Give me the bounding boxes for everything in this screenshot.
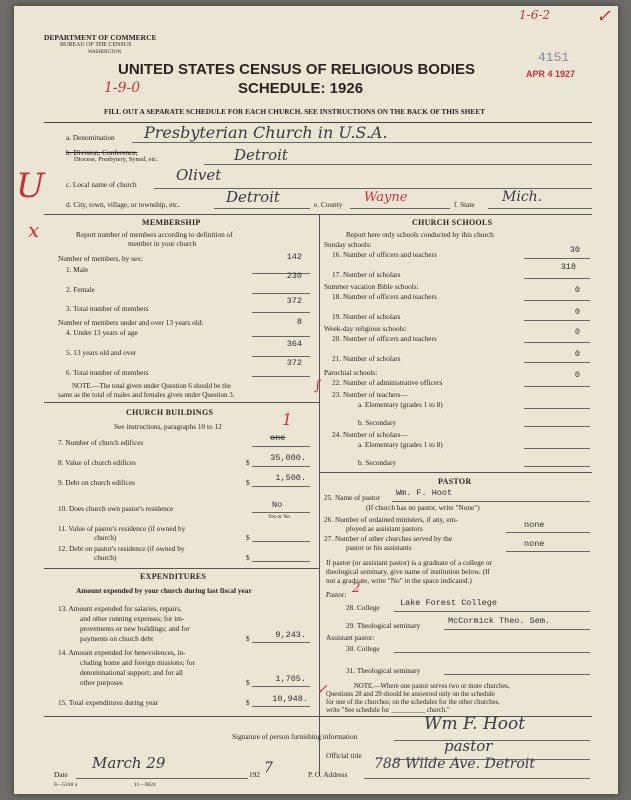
q7-edifices-value: one <box>270 433 286 443</box>
q13-label-c: provements or new buildings; and for <box>80 624 190 633</box>
q14-benevolence-value: 1,705. <box>275 674 306 684</box>
q16-label: 16. Number of officers and teachers <box>332 250 437 259</box>
po-address-value: 788 Wilde Ave. Detroit <box>374 756 535 772</box>
buildings-heading: CHURCH BUILDINGS <box>126 408 214 417</box>
q14-label-b: cluding home and foreign missions; for <box>80 658 195 667</box>
q15-total-value: 10,948. <box>272 694 308 704</box>
document-title: UNITED STATES CENSUS OF RELIGIOUS BODIES <box>118 61 475 78</box>
city-label: WASHINGTON <box>88 50 122 55</box>
city-field-label: d. City, town, village, or township, etc. <box>66 200 180 209</box>
department-label: DEPARTMENT OF COMMERCE <box>44 33 157 42</box>
summer-schools-label: Summer vacation Bible schools: <box>324 282 419 291</box>
year-digit: 7 <box>264 760 273 776</box>
membership-note-1: NOTE.—The total given under Question 6 should be the <box>72 382 231 390</box>
sunday-schools-label: Sunday schools: <box>324 240 372 249</box>
members-by-sex-label: Number of members, by sex: <box>58 254 143 263</box>
q9-label: 9. Debt on church edifices <box>58 478 135 487</box>
weekday-schools-label: Week-day religious schools: <box>324 324 407 333</box>
parochial-schools-label: Parochial schools: <box>324 368 378 377</box>
q10-hint: Yes or No <box>268 514 291 520</box>
q24-label: 24. Number of scholars— <box>332 430 408 439</box>
pastor-sub-label: Pastor: <box>326 590 347 599</box>
q20-label: 20. Number of officers and teachers <box>332 334 437 343</box>
q14-label-a: 14. Amount expended for benevolences, in- <box>58 648 186 657</box>
q11-label: 11. Value of pastor's residence (if owned by <box>58 524 186 533</box>
members-by-age-label: Number of members under and over 13 years old: <box>58 318 204 327</box>
instructions-banner: FILL OUT A SEPARATE SCHEDULE FOR EACH CHURCH. SEE INSTRUCTIONS ON THE BACK OF THIS SHEET <box>104 107 486 116</box>
schedule-title: SCHEDULE: 1926 <box>238 80 364 97</box>
form-number-2: 11—9024 <box>134 782 156 788</box>
q12-label-2: church) <box>94 553 117 562</box>
q19-label: 19. Number of scholars <box>332 312 401 321</box>
denomination-value: Presbyterian Church in U.S.A. <box>144 123 388 142</box>
q22-label: 22. Number of administrative officers <box>332 378 443 387</box>
check-mark-icon: ✓ <box>596 6 612 27</box>
bureau-label: BUREAU OF THE CENSUS <box>60 42 132 48</box>
q20-value: 0 <box>574 327 580 337</box>
expenditures-heading: EXPENDITURES <box>140 572 207 581</box>
pastor-note-4: write "See schedule for __________ church." <box>326 707 450 714</box>
denomination-label: a. Denomination <box>66 133 115 142</box>
q12-label: 12. Debt on pastor's residence (if owned by <box>58 544 185 553</box>
pastor-note-2: Questions 28 and 29 should be answered only on the schedule <box>326 691 495 698</box>
membership-intro-1: Report number of members according to definition of <box>76 230 233 239</box>
q18-value: 0 <box>574 285 580 295</box>
pastor-note-1: NOTE.—Where one pastor serves two or more churches, <box>354 683 510 690</box>
q13-label-b: and other running expenses; for im- <box>80 614 185 623</box>
schools-intro: Report here only schools conducted by this church <box>346 230 494 239</box>
local-name-value: Olivet <box>176 166 222 184</box>
code-right: 1-6-2 <box>519 8 551 22</box>
presbytery-label: Diocese, Presbytery, Synod, etc. <box>74 156 158 163</box>
q10-residence-value: No <box>272 500 283 510</box>
membership-note-2: same as the total of males and females given under Question 3. <box>58 391 235 399</box>
graduate-note-1: If pastor (or assistant pastor) is a graduate of a college or <box>326 558 492 567</box>
margin-mark-u: U <box>16 166 45 206</box>
date-value: March 29 <box>92 754 166 772</box>
po-address-label: P. O. Address <box>308 770 348 779</box>
q19-value: 0 <box>574 307 580 317</box>
q31-label: 31. Theological seminary <box>346 666 421 675</box>
city-value: Detroit <box>226 188 280 206</box>
graduate-note-2: theological seminary, give name of institution below. (If <box>326 567 490 576</box>
q5-over13-value: 364 <box>286 339 302 349</box>
q2-label: 2. Female <box>66 285 95 294</box>
red-check-icon: ∫ <box>314 378 322 394</box>
q29-label: 29. Theological seminary <box>346 621 421 630</box>
membership-intro-2: member in your church <box>128 239 197 248</box>
assistant-pastor-label: Assistant pastor: <box>326 633 375 642</box>
q8-label: 8. Value of church edifices <box>58 458 136 467</box>
q21-label: 21. Number of scholars <box>332 354 401 363</box>
pastor-mark: 2 <box>352 581 361 596</box>
expenditures-intro: Amount expended by your church during last fiscal year <box>76 586 252 595</box>
q3-total-value: 372 <box>286 296 302 306</box>
q7-label: 7. Number of church edifices <box>58 438 144 447</box>
q23b-label: b. Secondary <box>358 418 397 427</box>
q22-value: 0 <box>574 370 580 380</box>
q24b-label: b. Secondary <box>358 458 397 467</box>
official-title-label: Official title <box>326 751 362 760</box>
q16-value: 30 <box>569 245 580 255</box>
q2-female-value: 230 <box>286 271 302 281</box>
q14-label-c: denominational support; and for all <box>80 668 183 677</box>
official-title-value: pastor <box>444 737 493 755</box>
q14-label-d: other purposes <box>80 678 123 687</box>
buildings-intro: See instructions, paragraphs 10 to 12 <box>114 422 222 431</box>
state-value: Mich. <box>502 189 543 205</box>
q26-label-b: ployed as assistant pastors <box>346 524 423 533</box>
q26-value: none <box>524 520 545 530</box>
q24a-label: a. Elementary (grades 1 to 8) <box>358 440 443 449</box>
code-left: 1-9-0 <box>104 80 141 96</box>
q4-under13-value: 8 <box>296 317 302 327</box>
q3-label: 3. Total number of members <box>66 304 149 313</box>
q18-label: 18. Number of officers and teachers <box>332 292 437 301</box>
schools-heading: CHURCH SCHOOLS <box>412 218 493 227</box>
q11-label-2: church) <box>94 533 117 542</box>
census-schedule-sheet: DEPARTMENT OF COMMERCE BUREAU OF THE CENSUS WASHINGTON 1-6-2 ✓ 4151 APR 4 1927 UNITED STATES CENSUS OF RELIGIOUS BODIES 1-9-0 SCHEDULE: 1926 FILL OUT A SEPARATE SCHEDULE FOR EACH CHURCH. SEE INSTRUCTIONS ON THE BACK OF THIS SHEET a. Denomination Presbyterian Church in U.S.A. b. Division, Conference, Diocese, Presbytery, Synod, etc. Detroit c. Local name of church Olivet d. City, town, village, or township, etc. Detroit e. County Wayne f. State Mich. U x MEMBERSHIP Report number of members according to definition of member in your church Number of members, by sex: 1. Male 142 2. Female 230 3. Total number of members 372 Number of members under and over 13 years old: 4. Under 13 years of age 8 5. 13 years old and over 364 6. Total number of members 372 NOTE.—The total given under Question 6 should be the same as the total of males and females given under Question 3. CHURCH BUILDINGS See instructions, paragraphs 10 to 12 7. Number of church edifices one 1 8. Value of church edifices $ 35,000. 9. Debt on church edifices $ 1,500. 10. Does church own pastor's residence No Yes or No 11. Value of pastor's residence (if owned by church) $ 12. Debt on pastor's residence (if owned by church) $ EXPENDITURES Amount expended by your church during last fiscal year 13. Amount expended for salaries, repairs, and other running expenses; for im- provements or new buildings; and for payments on church debt $ 9,243. 14. Amount expended for benevolences, in- cluding home and foreign missions; for denominational support; and for all other purposes $ 1,705. 15. Total expenditures during year $ 10,948. CHURCH SCHOOLS Report here only schools conducted by this church Sunday schools: 16. Number of officers and teachers 30 17. Number of scholars 318 Summer vacation Bible schools: 18. Number of officers and teachers 0 19. Number of scholars 0 Week-day religious schools: 20. Number of officers and teachers 0 21. Number of scholars 0 Parochial schools: 22. Number of administrative officers 0 23. Number of teachers— a. Elementary (grades 1 to 8) b. Secondary 24. Number of scholars— a. Elementary (grades 1 to 8) b. Secondary PASTOR 25. Name of pastor Wm. F. Hoot (If church has no pastor, write "None") 26. Number of ordained ministers, if any, em- ployed as assistant pastors none 27. Number of other churches served by the pastor or his assistants none If pastor (or assistant pastor) is a graduate of a college or theological seminary, give name of institution below. (If not a graduate, write "No" in the space indicated.) Pastor: 2 28. College Lake Forest College 29. Theological seminary McCormick Theo. Sem. Assistant pastor: 30. College 31. Theological seminary NOTE.—Where one pastor serves two or more churches, Questions 28 and 29 should be answered only on the schedule for one of the churches; on the schedules for the other churches, write "See schedule for __________ church." Signature of person furnishing information Wm F. Hoot Official title pastor Date March 29 192 7 P. O. Address 788 Wilde Ave. Detroit 8—5318 a 11—9024 ∫ ✓ <box>14 6 618 794</box>
signature-value: Wm F. Hoot <box>424 714 526 734</box>
q27-label-a: 27. Number of other churches served by the <box>324 534 453 543</box>
q26-label-a: 26. Number of ordained ministers, if any, em- <box>324 515 458 524</box>
q13-label-a: 13. Amount expended for salaries, repairs, <box>58 604 182 613</box>
signature-label: Signature of person furnishing information <box>232 732 358 741</box>
q10-label: 10. Does church own pastor's residence <box>58 504 174 513</box>
q13-label-d: payments on church debt <box>80 634 154 643</box>
pastor-note-3: for one of the churches; on the schedules for the other churches, <box>326 699 501 706</box>
q6-total-value: 372 <box>286 358 302 368</box>
q8-edifice-value: 35,000. <box>270 453 306 463</box>
q25-hint: (If church has no pastor, write "None") <box>366 503 480 512</box>
q1-label: 1. Male <box>66 265 89 274</box>
q4-label: 4. Under 13 years of age <box>66 328 138 337</box>
q13-running-value: 9,243. <box>275 630 306 640</box>
q23a-label: a. Elementary (grades 1 to 8) <box>358 400 443 409</box>
q23-label: 23. Number of teachers— <box>332 390 408 399</box>
q29-seminary-value: McCormick Theo. Sem. <box>448 616 551 626</box>
serial-number: 4151 <box>538 50 570 65</box>
graduate-note-3: not a graduate, write "No" in the space indicated.) <box>326 576 472 585</box>
q28-label: 28. College <box>346 603 380 612</box>
q15-label: 15. Total expenditures during year <box>58 698 159 707</box>
county-label: e. County <box>314 200 343 209</box>
red-check-icon-2: ✓ <box>316 682 328 698</box>
q9-debt-value: 1,500. <box>275 473 306 483</box>
q7-correction: 1 <box>282 410 293 429</box>
local-name-label: c. Local name of church <box>66 180 137 189</box>
q27-label-b: pastor or his assistants <box>346 543 412 552</box>
membership-heading: MEMBERSHIP <box>142 218 201 227</box>
margin-mark-x: x <box>28 218 40 242</box>
presbytery-value: Detroit <box>234 146 288 164</box>
pastor-heading: PASTOR <box>438 477 472 486</box>
division-label: b. Division, Conference, <box>66 148 138 157</box>
date-label: Date <box>54 770 68 779</box>
q28-college-value: Lake Forest College <box>400 598 497 608</box>
q1-male-value: 142 <box>286 252 302 262</box>
q30-label: 30. College <box>346 644 380 653</box>
q27-value: none <box>524 539 545 549</box>
q6-label: 6. Total number of members <box>66 368 149 377</box>
form-number: 8—5318 a <box>54 782 78 788</box>
received-stamp: APR 4 1927 <box>526 69 576 79</box>
q5-label: 5. 13 years old and over <box>66 348 137 357</box>
q25-pastor-name: Wm. F. Hoot <box>396 488 453 498</box>
year-prefix: 192 <box>249 770 260 779</box>
county-value: Wayne <box>364 190 408 205</box>
q17-value: 318 <box>560 262 576 272</box>
q17-label: 17. Number of scholars <box>332 270 401 279</box>
q25-label: 25. Name of pastor <box>324 493 380 502</box>
q21-value: 0 <box>574 349 580 359</box>
state-label: f. State <box>454 200 475 209</box>
